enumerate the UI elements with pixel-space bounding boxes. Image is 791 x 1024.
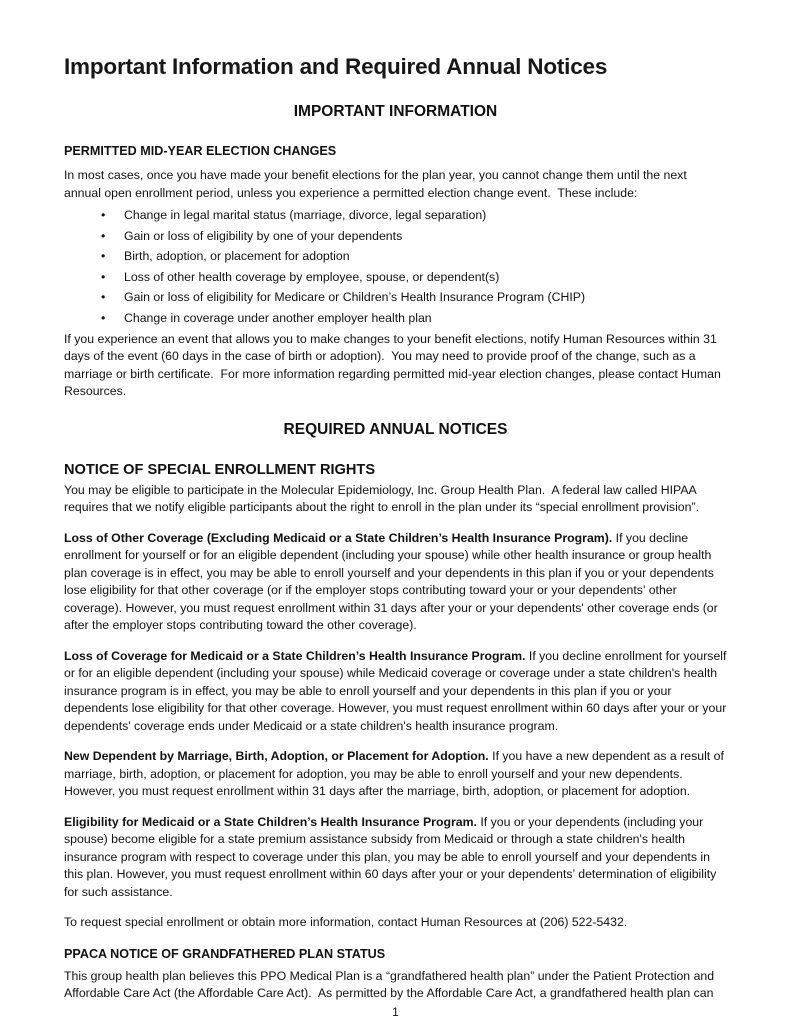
heading-permitted-mid-year-election-changes: PERMITTED MID-YEAR ELECTION CHANGES: [64, 144, 337, 158]
paragraph-loss-of-other-coverage: [64, 530, 727, 635]
paragraph-body: If you decline enrollment for yourself or for an eligible dependent (including your spouse) while Medicaid coverage or coverage under a state children's health insurance program is in effect, you may be able to enroll yourself and your dependents in this plan if you or your dependents lose eligibility for that other coverage. However, you must request enrollment within 60 days after your or your dependents' coverage ends under Medicaid or a state children's health insurance program.: [64, 648, 730, 733]
section-heading-required-annual-notices: REQUIRED ANNUAL NOTICES: [283, 420, 508, 438]
permitted-changes-outro-paragraph: If you experience an event that allows you to make changes to your benefit elections, notify Human Resources within 31 days of the event (60 days in the case of birth or adoption). You may need to provide proof of the change, such as a marriage or birth certificate. For more information regarding permitted mid-year election changes, please contact Human Resources.: [64, 331, 725, 398]
paragraph-lead: Loss of Other Coverage (Excluding Medicaid or a State Children’s Health Insurance Program).: [64, 530, 613, 545]
paragraph-lead: Loss of Coverage for Medicaid or a State Children’s Health Insurance Program.: [64, 648, 526, 663]
paragraph-medicaid-eligibility: [64, 814, 727, 902]
bullet-item: • Gain or loss of eligibility for Medicare or Children’s Health Insurance Program (CHIP): [64, 289, 727, 305]
paragraph-loss-of-medicaid-coverage: [64, 648, 730, 736]
paragraph-body: If you decline enrollment for yourself or for an eligible dependent (including your spouse) while other health insurance or group health plan coverage is in effect, you may be able to enroll yourself and your dependents in this plan if you or your dependents lose eligibility for that other coverage (or if the employer stops contributing toward your or your dependents' other coverage). However, you must request enrollment within 31 days after your or your dependents' other coverage ends (or after the employer stops contributing toward the other coverage).: [64, 530, 722, 632]
permitted-changes-intro-paragraph: In most cases, once you have made your benefit elections for the plan year, you cannot change them until the next annual open enrollment period, unless you experience a permitted election change event. These include:: [64, 168, 691, 200]
bullet-item: • Loss of other health coverage by employee, spouse, or dependent(s): [64, 269, 727, 285]
heading-ppaca-grandfathered-plan-status: PPACA NOTICE OF GRANDFATHERED PLAN STATUS: [64, 946, 386, 961]
bullet-item: • Change in legal marital status (marriage, divorce, legal separation): [64, 207, 727, 223]
ppaca-paragraph: This group health plan believes this PPO Medical Plan is a “grandfathered health plan” under the Patient Protection and Affordable Care Act (the Affordable Care Act). As permitted by the Affordable Care Act, a grandfathered health plan can: [64, 968, 717, 1000]
heading-notice-of-special-enrollment-rights: NOTICE OF SPECIAL ENROLLMENT RIGHTS: [64, 461, 376, 478]
paragraph-new-dependent: [64, 748, 727, 801]
paragraph-lead: New Dependent by Marriage, Birth, Adoption, or Placement for Adoption.: [64, 749, 489, 763]
paragraph-body: If you have a new dependent as a result of marriage, birth, adoption, or placement for adoption, you may be able to enroll yourself and your new dependents. However, you must request enrollment within 31 days after the marriage, birth, adoption, or placement for adoption.: [64, 749, 728, 798]
bullet-item: • Change in coverage under another employer health plan: [64, 310, 727, 326]
paragraph-body: If you or your dependents (including your spouse) become eligible for a state premium assistance subsidy from Medicaid or through a state children's health insurance program with respect to coverage under this plan, you may be able to enroll yourself and your dependents in this plan. However, you must request enrollment within 60 days after your or your dependents’ determination of eligibility for such assistance.: [64, 814, 720, 899]
special-enrollment-contact-paragraph: To request special enrollment or obtain more information, contact Human Resources at (206) 522-5432.: [64, 915, 628, 929]
special-enrollment-intro-paragraph: You may be eligible to participate in the Molecular Epidemiology, Inc. Group Health Plan. A federal law called HIPAA requires that we notify eligible participants about the right to enroll in the plan under its “special enrollment provision”.: [64, 482, 700, 514]
bullet-item: • Birth, adoption, or placement for adoption: [64, 248, 727, 264]
section-heading-important-information: IMPORTANT INFORMATION: [293, 103, 498, 120]
page-number: 1: [392, 1004, 399, 1019]
bullet-item: • Gain or loss of eligibility by one of your dependents: [64, 228, 727, 244]
permitted-changes-bullet-list: [64, 207, 727, 326]
document-title: Important Information and Required Annual Notices: [64, 54, 608, 79]
paragraph-lead: Eligibility for Medicaid or a State Children’s Health Insurance Program.: [64, 814, 477, 829]
